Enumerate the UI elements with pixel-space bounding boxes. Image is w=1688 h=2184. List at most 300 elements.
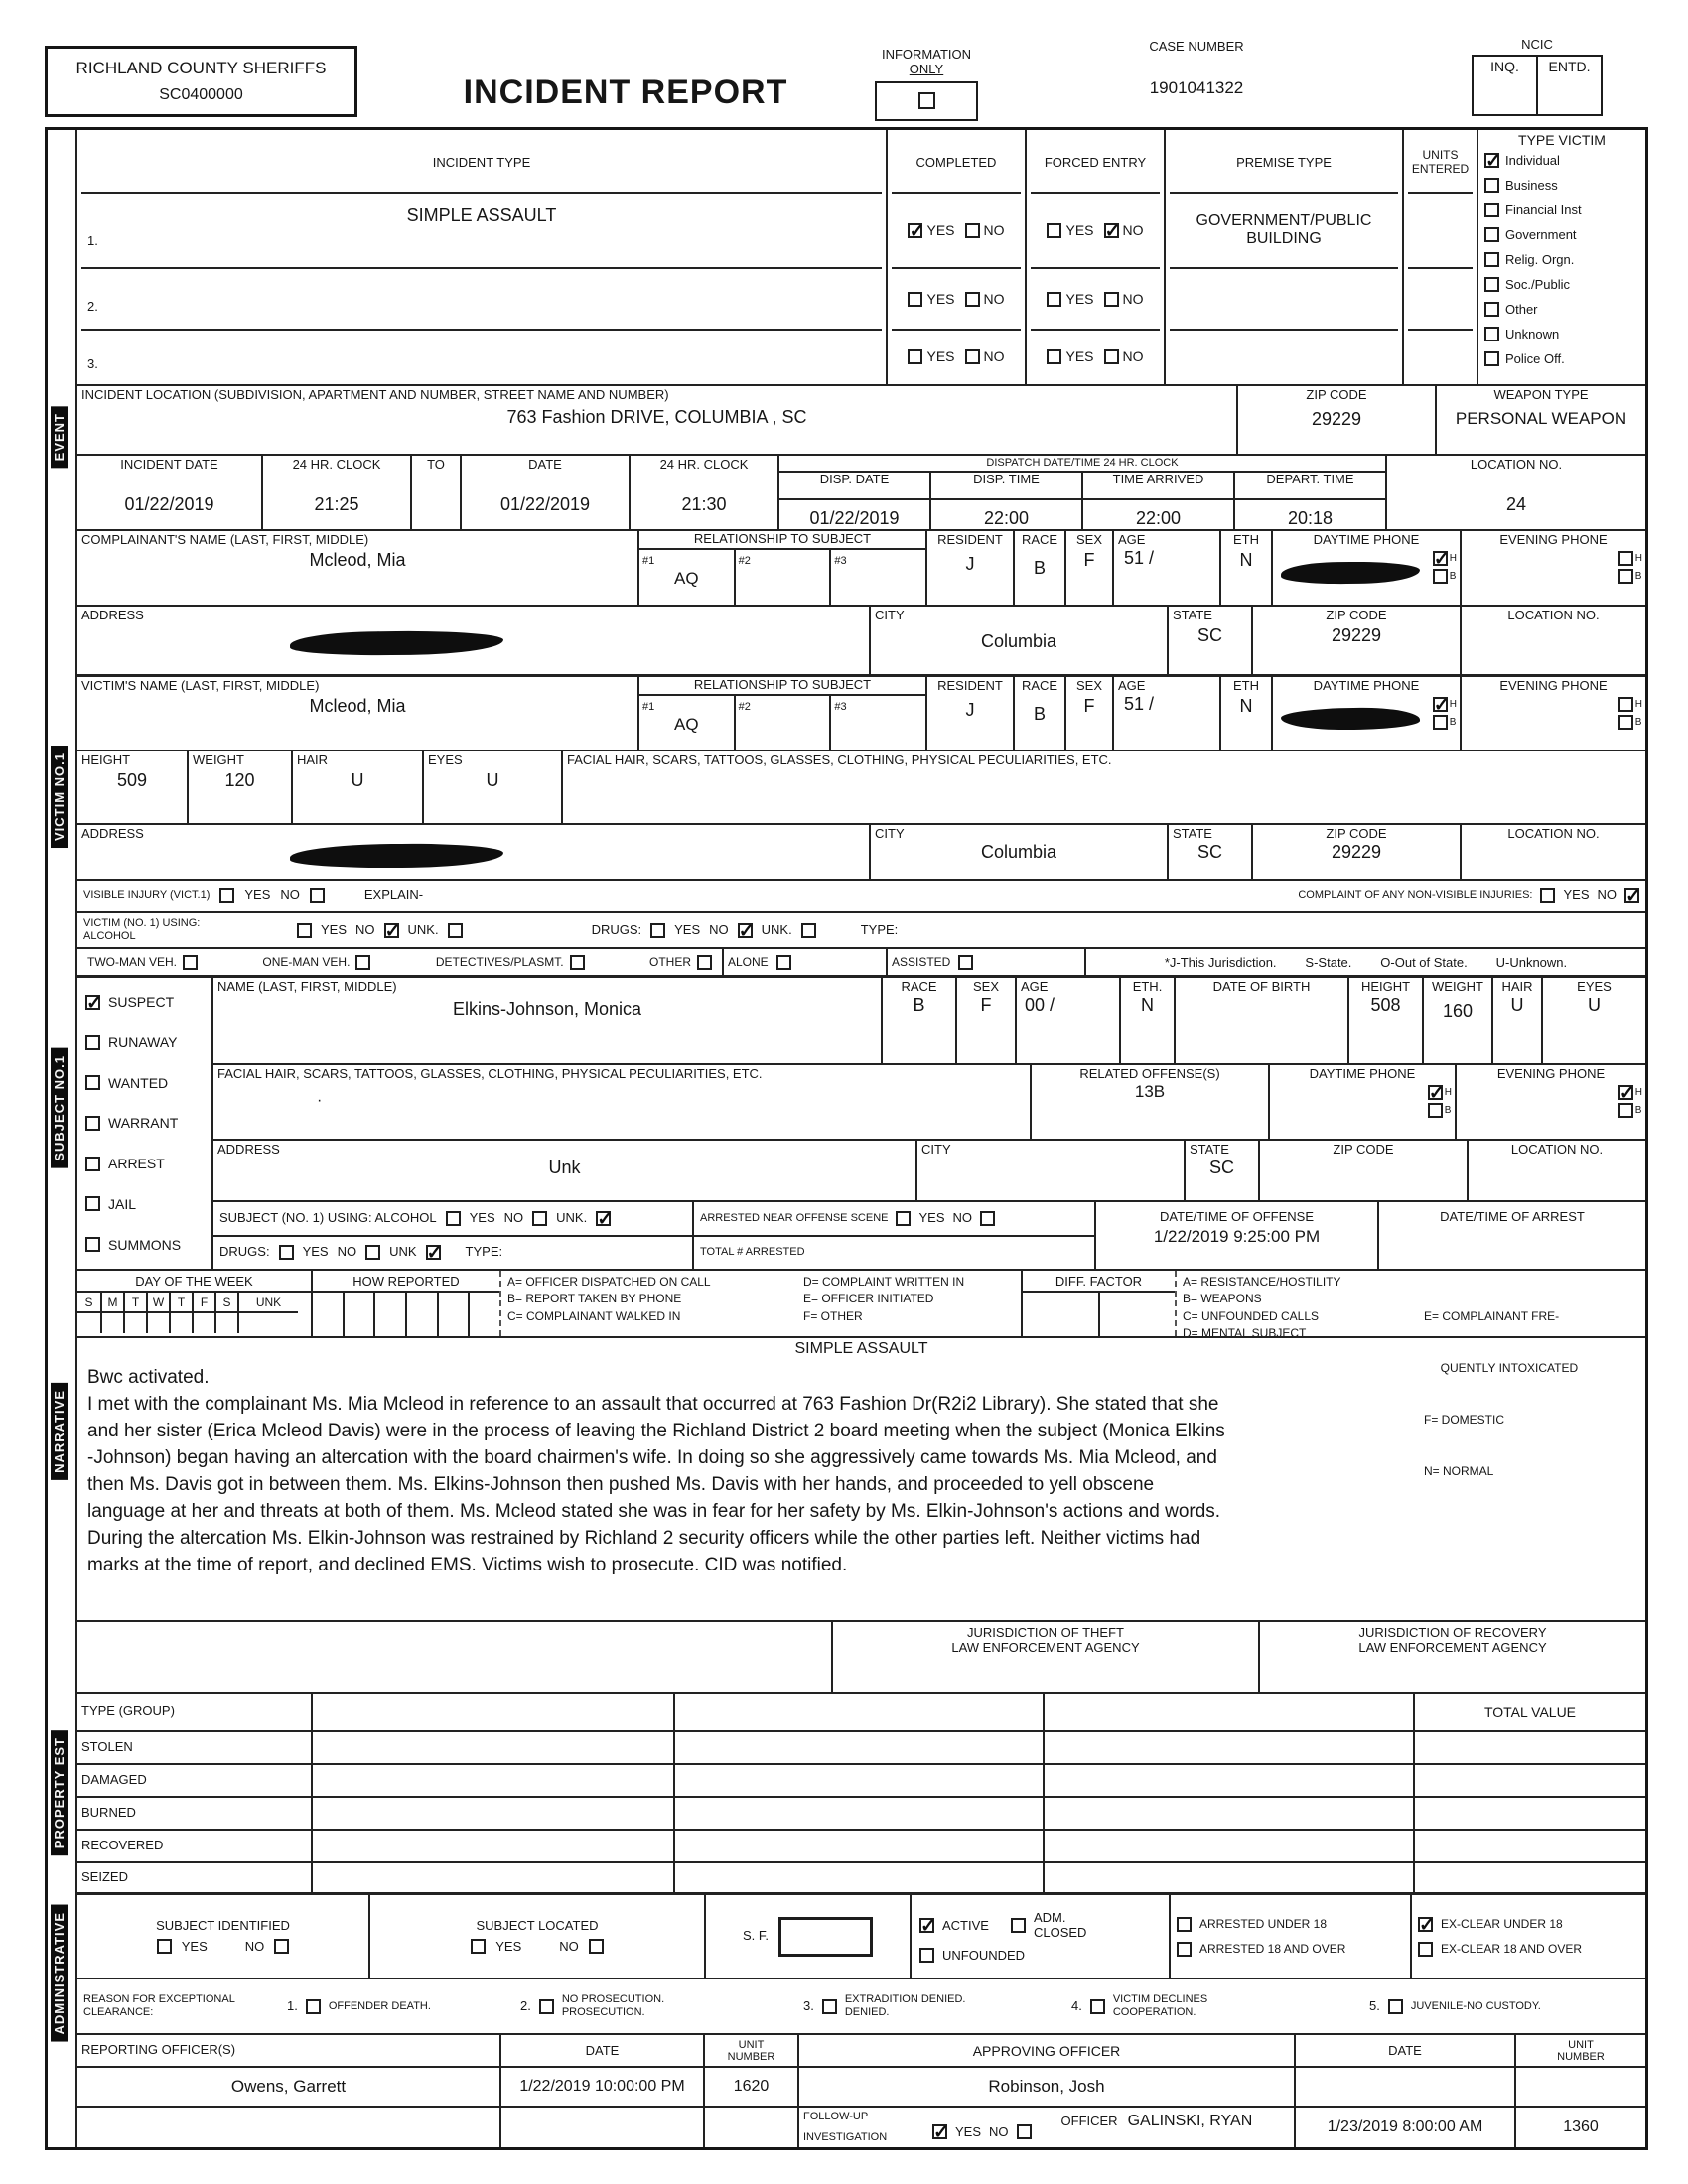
property-cell[interactable] [1043, 1863, 1413, 1892]
location-no-label: LOCATION NO. [1507, 608, 1600, 622]
type-victim-other-checkbox[interactable] [1484, 302, 1499, 317]
complainant-eth-value: N [1239, 549, 1253, 570]
type-victim-individual-checkbox[interactable] [1484, 153, 1499, 168]
reason-number: 3. [803, 1997, 814, 2013]
subject-located-yes-checkbox[interactable] [471, 1939, 486, 1954]
property-cell[interactable] [1043, 1694, 1413, 1730]
property-cell[interactable] [311, 1831, 673, 1861]
victim-using-band [77, 911, 1645, 947]
no-label: NO [280, 887, 300, 903]
related-offenses-value: 13B [1134, 1081, 1166, 1101]
dow-empty-cell[interactable] [214, 1313, 237, 1333]
reason-label: DENIED. [844, 2006, 890, 2018]
b-label: B [1444, 1105, 1452, 1116]
subject-alcohol-yes-checkbox[interactable] [446, 1211, 461, 1226]
arrested-over18-label: ARRESTED 18 AND OVER [1199, 1942, 1346, 1956]
summons-checkbox[interactable] [85, 1237, 100, 1252]
dow-cell[interactable]: S [214, 1293, 237, 1313]
forced-entry-header: FORCED ENTRY [1031, 132, 1160, 194]
diff-factor-cells[interactable] [1023, 1293, 1175, 1336]
reason-label: OFFENDER DEATH. [328, 1999, 431, 2012]
two-man-checkbox[interactable] [183, 955, 198, 970]
victim-evephone-h-checkbox[interactable] [1618, 697, 1633, 712]
narrative-line: then Ms. Davis got in between them. Ms. Elkins-Johnson then pushed Ms. Davis with her hands, and proceeded to yell obscene [87, 1474, 1155, 1495]
reporting-officer-label: REPORTING OFFICER(S) [81, 2042, 236, 2058]
city-label: CITY [921, 1142, 951, 1157]
type-victim-label: Individual [1505, 153, 1560, 169]
property-cell[interactable] [1043, 1798, 1413, 1829]
how-reported-legend-1 [499, 1271, 797, 1336]
rel1-label: #1 [642, 700, 655, 713]
dow-empty-cell[interactable] [100, 1313, 123, 1333]
section-strip [48, 130, 77, 2147]
h-label: H [1634, 553, 1642, 564]
legend-line: F= OTHER [803, 1308, 863, 1323]
property-cell[interactable] [673, 1831, 1043, 1861]
followup-band [77, 2106, 1645, 2147]
victim-sex-value: F [1083, 695, 1095, 716]
subject-located-no-checkbox[interactable] [589, 1939, 604, 1954]
unit-label-1: UNIT [1568, 2038, 1594, 2051]
reason-2-checkbox[interactable] [539, 1999, 554, 2014]
property-cell[interactable] [311, 1694, 673, 1730]
active-checkbox[interactable] [919, 1918, 934, 1933]
complainant-sex-value: F [1083, 549, 1095, 570]
one-man-checkbox[interactable] [355, 955, 370, 970]
yes-label: YES [244, 887, 271, 903]
exclear-under18-checkbox[interactable] [1418, 1917, 1433, 1932]
reporting-date-value: 1/22/2019 10:00:00 PM [499, 2068, 703, 2106]
subject-status-column [77, 978, 211, 1269]
subject-identified-yes-checkbox[interactable] [157, 1939, 172, 1954]
officers-values-band [77, 2066, 1645, 2106]
status-label: SUSPECT [108, 994, 175, 1011]
how-reported-cells[interactable] [313, 1293, 499, 1336]
state-label: STATE [1173, 608, 1212, 622]
section-label-admin: ADMINISTRATIVE [51, 1905, 68, 2042]
type-victim-column [1477, 130, 1645, 384]
forced-yes-checkbox-1[interactable] [1047, 223, 1061, 238]
subject-band [77, 975, 1645, 1269]
eyes-label: EYES [428, 752, 463, 767]
case-number: 1901041322 [1149, 77, 1244, 97]
legend-line: E= OFFICER INITIATED [803, 1292, 934, 1306]
alone-checkbox[interactable] [776, 955, 791, 970]
property-cell[interactable] [673, 1863, 1043, 1892]
property-cell[interactable] [311, 1863, 673, 1892]
unfounded-checkbox[interactable] [919, 1948, 934, 1963]
subject-eth-value: N [1141, 994, 1154, 1015]
reason-1-checkbox[interactable] [306, 1999, 321, 2014]
dow-cell[interactable]: W [146, 1293, 169, 1313]
weight-label: WEIGHT [1432, 979, 1483, 994]
nonvisible-no-checkbox[interactable] [1624, 888, 1639, 903]
victim-state-value: SC [1196, 841, 1222, 862]
depart-time-value: 20:18 [1233, 500, 1385, 529]
complainant-evephone-h-checkbox[interactable] [1618, 551, 1633, 566]
completed-no-checkbox-2[interactable] [965, 292, 980, 307]
two-man-label: TWO-MAN VEH. [87, 955, 177, 969]
subject-drugs-yes-checkbox[interactable] [279, 1245, 294, 1260]
no-label: NO [983, 222, 1005, 238]
dow-empty-cell[interactable] [123, 1313, 146, 1333]
row-number: 2. [87, 299, 98, 315]
victim-alcohol-no-checkbox[interactable] [384, 923, 399, 938]
total-arrested-label: TOTAL # ARRESTED [700, 1246, 805, 1259]
clearance-label-2: CLEARANCE: [83, 2006, 154, 2018]
approving-date-value [1294, 2068, 1514, 2106]
age-label: AGE [1118, 532, 1146, 547]
property-row-label: STOLEN [81, 1739, 133, 1755]
units-entered-header [1408, 132, 1473, 194]
complainant-dayphone-b-checkbox[interactable] [1433, 569, 1448, 584]
b-label: B [1449, 717, 1457, 728]
incident-type-row-2 [81, 269, 882, 331]
daytime-phone-label: DAYTIME PHONE [1309, 1066, 1416, 1081]
dow-empty-cell[interactable] [146, 1313, 169, 1333]
completed-no-checkbox-3[interactable] [965, 349, 980, 364]
yes-label: YES [469, 1209, 495, 1225]
type-victim-police-checkbox[interactable] [1484, 351, 1499, 366]
property-cell[interactable] [1413, 1831, 1645, 1861]
section-label-narrative: NARRATIVE [51, 1383, 68, 1480]
victim-dayphone-h-checkbox[interactable] [1433, 697, 1448, 712]
incident-location-value: 763 Fashion DRIVE, COLUMBIA , SC [506, 406, 807, 427]
sf-label: S. F. [742, 1928, 769, 1944]
yes-label: YES [1065, 348, 1094, 364]
property-cell[interactable] [311, 1732, 673, 1763]
followup-yes-checkbox[interactable] [932, 2124, 947, 2139]
race-label: RACE [901, 979, 937, 994]
exclear-over18-checkbox[interactable] [1418, 1942, 1433, 1957]
subject-identified-label: SUBJECT IDENTIFIED [156, 1917, 290, 1933]
reporting-officer-value: Owens, Garrett [230, 2077, 347, 2096]
victim-name-label: VICTIM'S NAME (LAST, FIRST, MIDDLE) [81, 678, 320, 693]
property-row-damaged [77, 1763, 1645, 1796]
victim-drugs-unk-checkbox[interactable] [801, 923, 816, 938]
victim-physical-band [77, 750, 1645, 823]
victim-using-label-1: VICTIM (NO. 1) USING: [83, 917, 201, 930]
type-victim-label: Relig. Orgn. [1505, 252, 1575, 268]
incident-location-band [77, 384, 1645, 454]
clock-to-label: 24 HR. CLOCK [659, 457, 749, 472]
zip-label: ZIP CODE [1333, 1142, 1394, 1157]
row-number: 3. [87, 356, 98, 372]
narrative-line: marks at the time of report, and declined EMS. Victims wish to prosecute. CID was notified. [87, 1555, 848, 1575]
no-label: NO [983, 291, 1005, 307]
type-victim-label: Government [1505, 227, 1577, 243]
arrest-datetime-label: DATE/TIME OF ARREST [1440, 1209, 1585, 1224]
visible-injury-yes-checkbox[interactable] [219, 888, 234, 903]
property-cell[interactable] [1413, 1732, 1645, 1763]
complainant-age-value: 51 / [1124, 547, 1155, 568]
subject-identified-no-checkbox[interactable] [274, 1939, 289, 1954]
reason-number: 5. [1369, 1997, 1380, 2013]
type-victim-unknown-checkbox[interactable] [1484, 327, 1499, 341]
property-cell[interactable] [1413, 1798, 1645, 1829]
property-cell[interactable] [311, 1765, 673, 1796]
type-victim-government-checkbox[interactable] [1484, 227, 1499, 242]
unit-label-2: NUMBER [1557, 2050, 1605, 2063]
unit-number-label [703, 2035, 797, 2066]
yes-label: YES [926, 222, 955, 238]
information-only-label-2: ONLY [909, 61, 944, 76]
zip-code-value: 29229 [1311, 408, 1362, 429]
forced-no-checkbox-3[interactable] [1104, 349, 1119, 364]
other-checkbox[interactable] [697, 955, 712, 970]
ncic-label: NCIC [1521, 37, 1553, 52]
h-label: H [1449, 699, 1457, 710]
complainant-dayphone-h-checkbox[interactable] [1433, 551, 1448, 566]
date-to-value: 01/22/2019 [499, 493, 591, 514]
subject-alcohol-unk-checkbox[interactable] [596, 1211, 611, 1226]
dow-cell[interactable]: T [123, 1293, 146, 1313]
arrested-under18-checkbox[interactable] [1177, 1917, 1192, 1932]
reason-4-checkbox[interactable] [1090, 1999, 1105, 2014]
adm-closed-label-2: CLOSED [1033, 1925, 1087, 1940]
complainant-state-value: SC [1196, 624, 1222, 645]
property-row-label: DAMAGED [81, 1772, 147, 1788]
property-cell[interactable] [1043, 1732, 1413, 1763]
unk-label: UNK. [761, 921, 792, 937]
followup-label-1: FOLLOW-UP [803, 2111, 869, 2122]
state-label: STATE [1173, 826, 1212, 841]
detectives-label: DETECTIVES/PLASMT. [435, 955, 564, 969]
completed-no-checkbox-1[interactable] [965, 223, 980, 238]
property-cell[interactable] [1043, 1765, 1413, 1796]
dow-cell[interactable]: S [77, 1293, 100, 1313]
information-only-checkbox[interactable] [918, 92, 935, 109]
date-to-label: DATE [528, 457, 562, 472]
approving-officer-label: APPROVING OFFICER [797, 2035, 1294, 2066]
related-offenses-label: RELATED OFFENSE(S) [1079, 1066, 1220, 1081]
premise-type-value-3 [1170, 331, 1398, 382]
property-row-recovered [77, 1829, 1645, 1861]
unit-label-2: NUMBER [727, 2050, 775, 2063]
property-table [77, 1692, 1645, 1892]
warrant-checkbox[interactable] [85, 1116, 100, 1131]
incident-type-row-3 [81, 331, 882, 382]
reason-3-checkbox[interactable] [822, 1999, 837, 2014]
dow-empty-cell[interactable] [77, 1313, 100, 1333]
subject-state-value: SC [1208, 1157, 1234, 1177]
property-cell[interactable] [1413, 1765, 1645, 1796]
agency-box [45, 46, 357, 117]
victim-hair-value: U [351, 769, 364, 790]
forced-no-checkbox-1[interactable] [1104, 223, 1119, 238]
units-entered-value-3 [1408, 331, 1473, 382]
complainant-relationship-label: RELATIONSHIP TO SUBJECT [639, 531, 925, 550]
jurisdiction-theft-label-1: JURISDICTION OF THEFT [967, 1625, 1124, 1640]
property-cell[interactable] [673, 1694, 1043, 1730]
yes-label: YES [918, 1209, 945, 1225]
completed-header: COMPLETED [892, 132, 1021, 194]
type-victim-business-checkbox[interactable] [1484, 178, 1499, 193]
subject-age-value: 00 / [1025, 994, 1055, 1015]
forced-yes-checkbox-3[interactable] [1047, 349, 1061, 364]
subject-evephone-h-checkbox[interactable] [1618, 1085, 1633, 1100]
address-label: ADDRESS [217, 1142, 280, 1157]
ncic-entd-cell: ENTD. [1536, 57, 1601, 114]
alone-label: ALONE [728, 955, 769, 969]
legend-line: E= COMPLAINANT FRE- [1424, 1308, 1560, 1323]
evening-phone-label: EVENING PHONE [1499, 532, 1608, 547]
property-cell[interactable] [1413, 1863, 1645, 1892]
arrested-near-yes-checkbox[interactable] [896, 1211, 911, 1226]
property-cell[interactable] [673, 1732, 1043, 1763]
arrested-over18-checkbox[interactable] [1177, 1942, 1192, 1957]
arrest-checkbox[interactable] [85, 1157, 100, 1171]
dow-cell[interactable]: M [100, 1293, 123, 1313]
incident-type-row-1 [81, 194, 882, 269]
reason-5-checkbox[interactable] [1388, 1999, 1403, 2014]
jurisdiction-recovery-label-1: JURISDICTION OF RECOVERY [1358, 1625, 1547, 1640]
sf-box[interactable] [778, 1917, 873, 1957]
subject-using-label: SUBJECT (NO. 1) USING: ALCOHOL [219, 1209, 437, 1225]
subject-evephone-b-checkbox[interactable] [1618, 1103, 1633, 1118]
victim-alcohol-yes-checkbox[interactable] [297, 923, 312, 938]
incident-type-value-1: SIMPLE ASSAULT [406, 205, 557, 225]
no-label: NO [1122, 348, 1144, 364]
runaway-checkbox[interactable] [85, 1035, 100, 1050]
type-victim-religious-checkbox[interactable] [1484, 252, 1499, 267]
assisted-checkbox[interactable] [958, 955, 973, 970]
status-label: WARRANT [108, 1115, 179, 1132]
state-label: STATE [1190, 1142, 1229, 1157]
dow-empty-cell[interactable] [169, 1313, 192, 1333]
completed-yes-checkbox-1[interactable] [908, 223, 922, 238]
incident-report-form [45, 127, 1648, 2150]
adm-closed-checkbox[interactable] [1011, 1918, 1026, 1933]
victim-race-value: B [1033, 703, 1046, 724]
rel2-label: #2 [738, 700, 751, 713]
dow-cell[interactable]: UNK [237, 1293, 298, 1313]
approving-officer-value: Robinson, Josh [797, 2068, 1294, 2106]
status-label: WANTED [108, 1074, 169, 1091]
incident-location-label: INCIDENT LOCATION (SUBDIVISION, APARTMENT AND NUMBER, STREET NAME AND NUMBER) [81, 387, 669, 402]
victim-dayphone-b-checkbox[interactable] [1433, 715, 1448, 730]
subject-name-value: Elkins-Johnson, Monica [452, 998, 642, 1019]
complainant-evephone-b-checkbox[interactable] [1618, 569, 1633, 584]
evening-phone-label: EVENING PHONE [1499, 678, 1608, 693]
arrested-near-label: ARRESTED NEAR OFFENSE SCENE [700, 1211, 889, 1224]
page-title: INCIDENT REPORT [463, 73, 788, 111]
forced-no-checkbox-2[interactable] [1104, 292, 1119, 307]
jail-checkbox[interactable] [85, 1196, 100, 1211]
assisted-label: ASSISTED [892, 955, 951, 969]
subject-drugs-no-checkbox[interactable] [365, 1245, 380, 1260]
completed-yes-checkbox-3[interactable] [908, 349, 922, 364]
detectives-checkbox[interactable] [570, 955, 585, 970]
type-victim-label: Other [1505, 302, 1538, 318]
victim-drugs-yes-checkbox[interactable] [650, 923, 665, 938]
dow-empty-cell[interactable] [192, 1313, 214, 1333]
narrative-line: During the altercation Ms. Elkin-Johnson was restrained by Richland 2 security officers while the other parties left. Neither victims had [87, 1528, 1201, 1549]
subject-dayphone-h-checkbox[interactable] [1428, 1085, 1443, 1100]
victim-name-band [77, 674, 1645, 750]
b-label: B [1634, 717, 1642, 728]
complainant-city-value: Columbia [980, 630, 1057, 651]
wanted-checkbox[interactable] [85, 1075, 100, 1090]
property-row-type [77, 1694, 1645, 1730]
type-victim-financial-checkbox[interactable] [1484, 203, 1499, 217]
complainant-resident-value: J [965, 553, 975, 574]
yes-label: YES [302, 1244, 329, 1260]
forced-yes-checkbox-2[interactable] [1047, 292, 1061, 307]
type-victim-label: Financial Inst [1505, 203, 1582, 218]
legend-line: A= OFFICER DISPATCHED ON CALL [507, 1275, 711, 1289]
zip-label: ZIP CODE [1326, 826, 1387, 841]
other-label: OTHER [648, 955, 691, 969]
yes-label: YES [321, 921, 348, 937]
admin-status-band [77, 1892, 1645, 1978]
visible-injury-no-checkbox[interactable] [310, 888, 325, 903]
narrative-band [77, 1336, 1645, 1620]
date-label: DATE [1294, 2035, 1514, 2066]
status-label: ARREST [108, 1156, 165, 1172]
property-cell[interactable] [673, 1765, 1043, 1796]
suspect-checkbox[interactable] [85, 995, 100, 1010]
subject-weight-value: 160 [1442, 1000, 1474, 1021]
time-arrived-value: 22:00 [1081, 500, 1233, 529]
property-row-seized [77, 1861, 1645, 1892]
property-cell[interactable] [1043, 1831, 1413, 1861]
how-reported-label: HOW REPORTED [313, 1271, 499, 1293]
no-label: NO [355, 921, 375, 937]
units-entered-value-1 [1408, 194, 1473, 269]
dow-cell[interactable]: F [192, 1293, 214, 1313]
victim-evephone-b-checkbox[interactable] [1618, 715, 1633, 730]
no-label: NO [1122, 291, 1144, 307]
property-cell[interactable] [673, 1798, 1043, 1829]
complainant-name-value: Mcleod, Mia [309, 549, 406, 570]
property-cell[interactable] [311, 1798, 673, 1829]
subject-drugs-unk-checkbox[interactable] [426, 1245, 441, 1260]
jurisdiction-theft-label-2: LAW ENFORCEMENT AGENCY [951, 1639, 1140, 1655]
yes-label: YES [181, 1939, 208, 1955]
yes-label: YES [1065, 222, 1094, 238]
drug-type-label: TYPE: [860, 921, 899, 937]
yes-label: YES [674, 921, 701, 937]
victim-address-band [77, 823, 1645, 879]
type-victim-label: Business [1505, 178, 1558, 194]
unit-number-label [1514, 2035, 1645, 2066]
premise-type-header: PREMISE TYPE [1170, 132, 1398, 194]
completed-yes-checkbox-2[interactable] [908, 292, 922, 307]
clock-from-value: 21:25 [314, 493, 359, 514]
rel2-label: #2 [738, 554, 751, 567]
victim-alcohol-unk-checkbox[interactable] [448, 923, 463, 938]
jurisdiction-recovery-label-2: LAW ENFORCEMENT AGENCY [1358, 1639, 1547, 1655]
information-only-box [875, 81, 978, 121]
arrested-under18-label: ARRESTED UNDER 18 [1199, 1917, 1328, 1931]
disp-date-label: DISP. DATE [819, 471, 890, 486]
dow-cell[interactable]: T [169, 1293, 192, 1313]
dow-empty-cell[interactable] [237, 1313, 298, 1333]
clock-from-label: 24 HR. CLOCK [292, 457, 381, 472]
nonvisible-yes-checkbox[interactable] [1540, 888, 1555, 903]
arrested-near-no-checkbox[interactable] [980, 1211, 995, 1226]
subject-dayphone-b-checkbox[interactable] [1428, 1103, 1443, 1118]
victim-drugs-no-checkbox[interactable] [738, 923, 753, 938]
type-victim-social-checkbox[interactable] [1484, 277, 1499, 292]
rel3-label: #3 [834, 700, 847, 713]
agency-name: RICHLAND COUNTY SHERIFFS [75, 59, 327, 77]
subject-alcohol-no-checkbox[interactable] [532, 1211, 547, 1226]
followup-no-checkbox[interactable] [1017, 2124, 1032, 2139]
unk-label: UNK. [556, 1209, 588, 1225]
race-label: RACE [1021, 678, 1058, 693]
